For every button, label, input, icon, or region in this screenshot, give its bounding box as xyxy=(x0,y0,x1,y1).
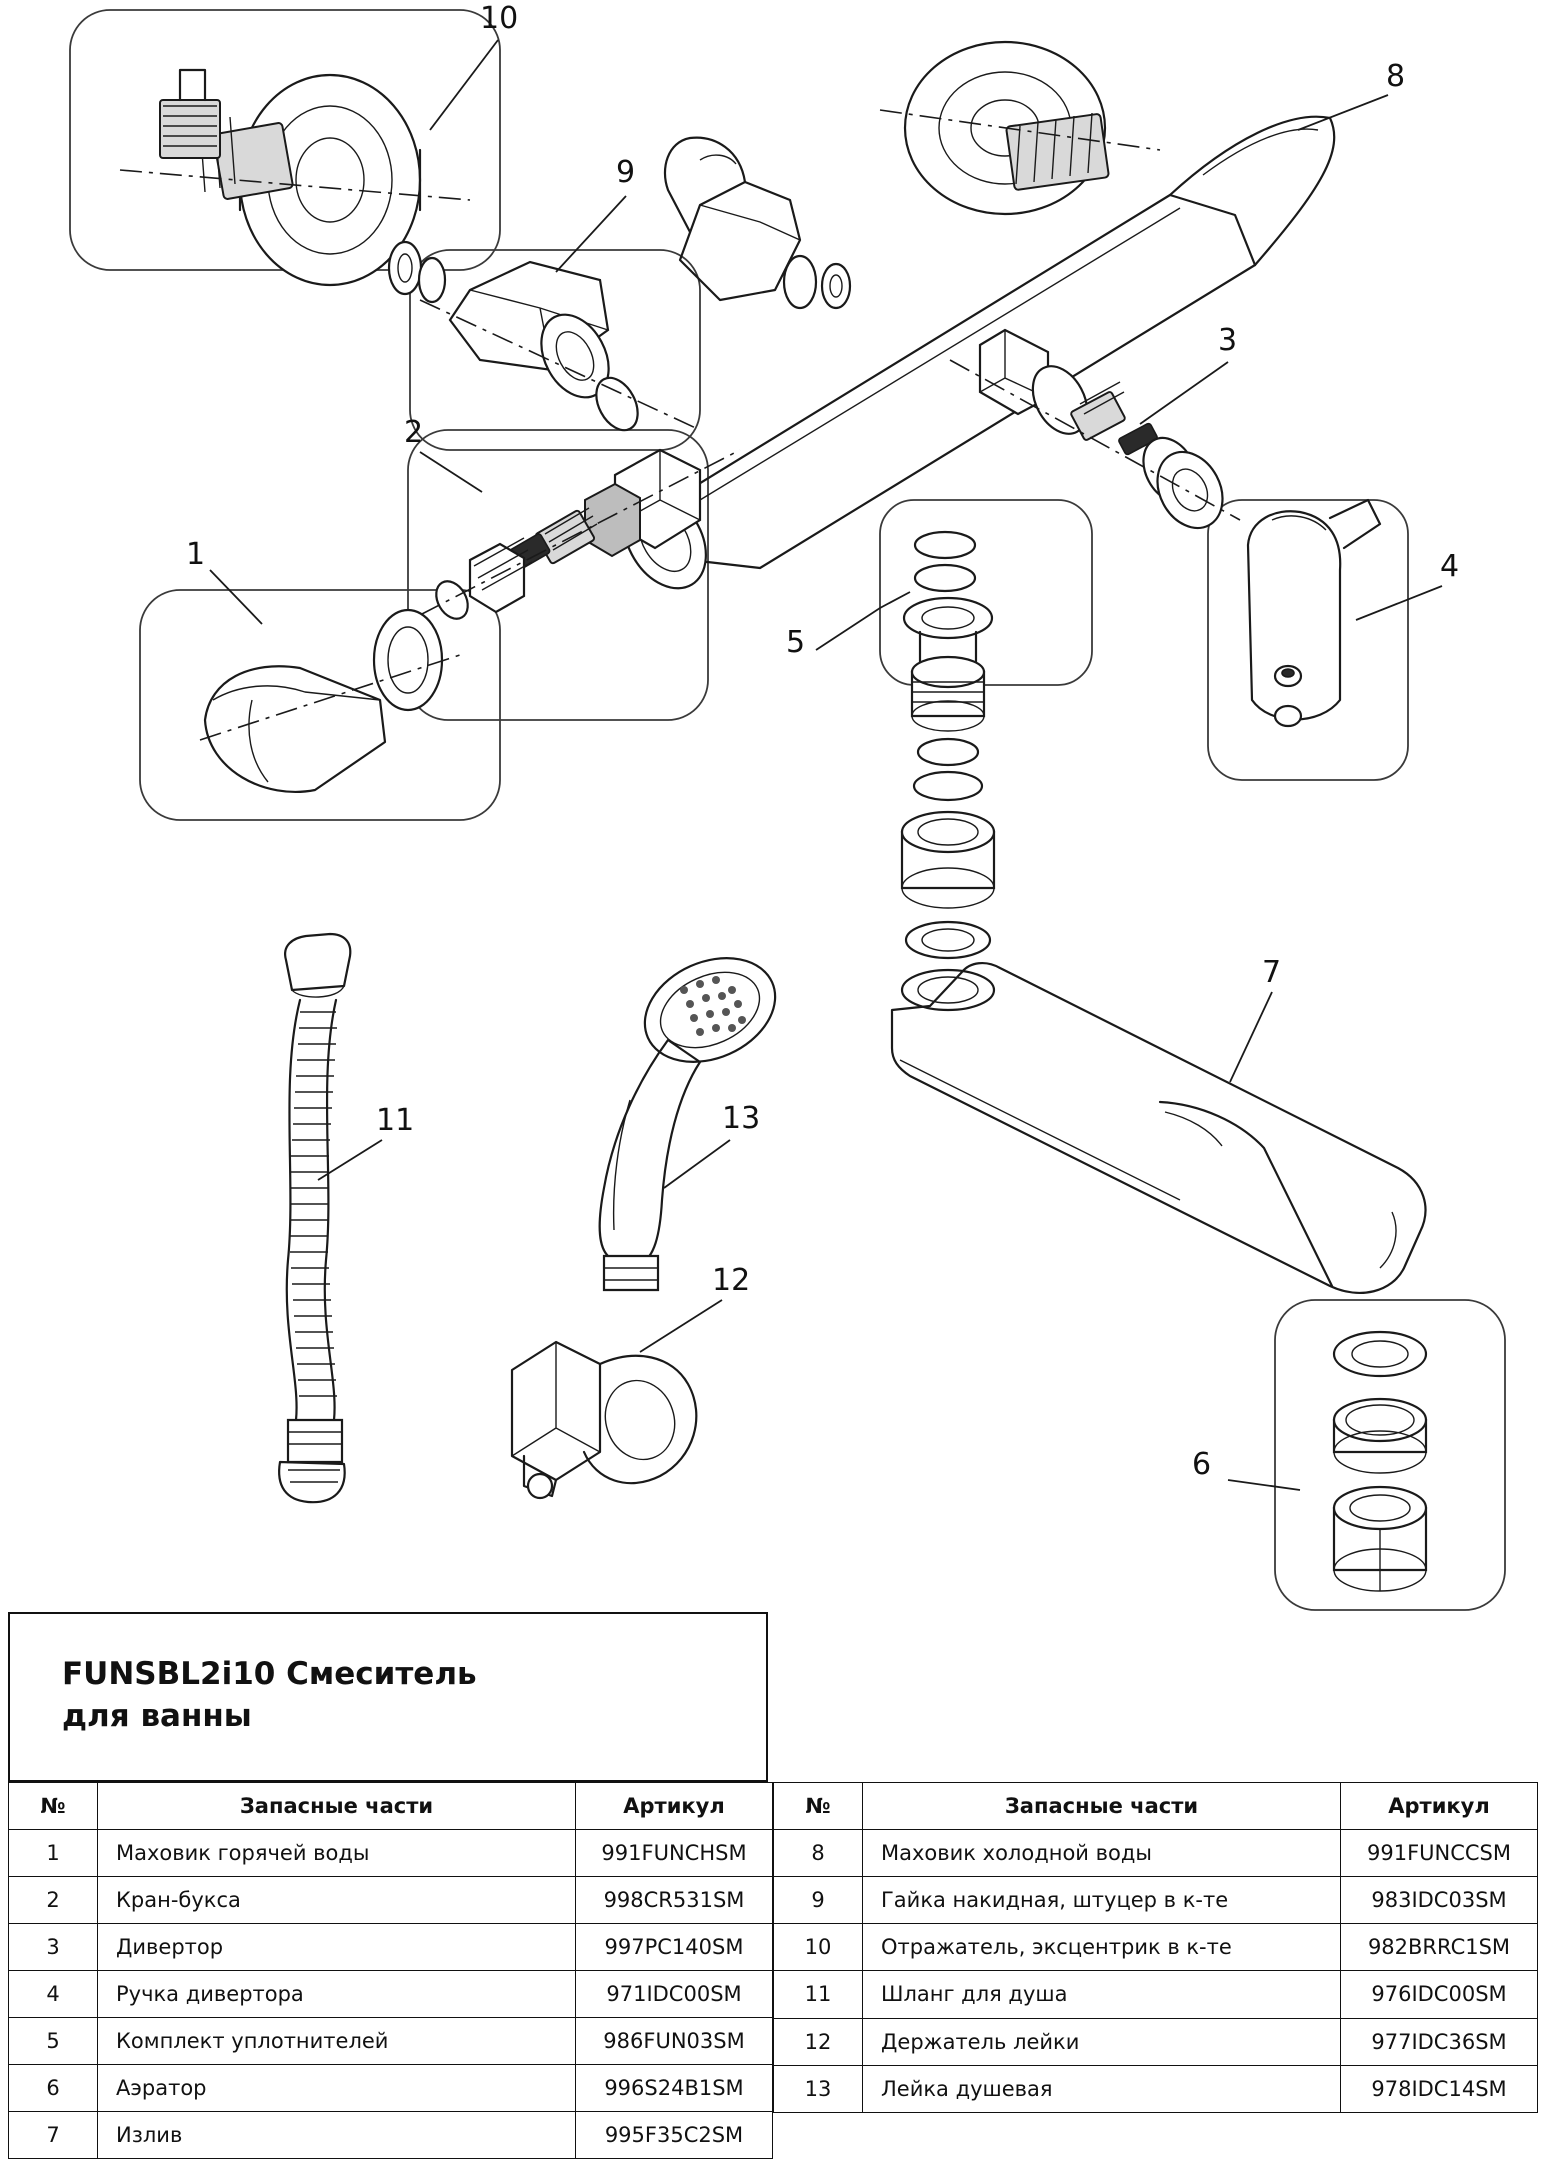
empty-cell xyxy=(1341,2112,1538,2159)
row-number: 10 xyxy=(774,1924,863,1971)
header-article: Артикул xyxy=(1341,1783,1538,1830)
row-part-name: Шланг для душа xyxy=(863,1971,1341,2018)
row-number: 4 xyxy=(9,1971,98,2018)
table-row xyxy=(9,1924,773,1971)
header-article: Артикул xyxy=(576,1783,773,1830)
table-row xyxy=(9,2112,773,2159)
callout-1: 1 xyxy=(186,537,206,572)
row-number: 13 xyxy=(774,2065,863,2112)
row-number: 12 xyxy=(774,2018,863,2065)
header-number: № xyxy=(9,1783,98,1830)
callout-9: 9 xyxy=(616,155,636,190)
parts-tables xyxy=(8,1782,1538,2159)
product-title-line2: для ванны xyxy=(62,1697,252,1734)
row-article: 995F35C2SM xyxy=(576,2112,773,2159)
table-row-empty xyxy=(774,2112,1538,2159)
row-part-name: Комплект уплотнителей xyxy=(98,2018,576,2065)
callout-8: 8 xyxy=(1386,59,1406,94)
empty-cell xyxy=(863,2112,1341,2159)
callout-5: 5 xyxy=(786,625,806,660)
table-row xyxy=(774,2065,1538,2112)
table-row xyxy=(9,1971,773,2018)
table-row xyxy=(774,1924,1538,1971)
row-part-name: Дивертор xyxy=(98,1924,576,1971)
callout-4: 4 xyxy=(1440,549,1460,584)
row-part-name: Держатель лейки xyxy=(863,2018,1341,2065)
row-number: 1 xyxy=(9,1830,98,1877)
row-article: 978IDC14SM xyxy=(1341,2065,1538,2112)
row-number: 11 xyxy=(774,1971,863,2018)
callout-3: 3 xyxy=(1218,323,1238,358)
row-article: 986FUN03SM xyxy=(576,2018,773,2065)
row-article: 983IDC03SM xyxy=(1341,1877,1538,1924)
table-row xyxy=(774,1877,1538,1924)
empty-cell xyxy=(774,2112,863,2159)
title-block xyxy=(8,1612,768,1782)
row-number: 6 xyxy=(9,2065,98,2112)
row-part-name: Отражатель, эксцентрик в к-те xyxy=(863,1924,1341,1971)
table-row xyxy=(774,2018,1538,2065)
row-article: 982BRRC1SM xyxy=(1341,1924,1538,1971)
row-part-name: Аэратор xyxy=(98,2065,576,2112)
row-article: 991FUNCHSM xyxy=(576,1830,773,1877)
table-row xyxy=(9,1877,773,1924)
product-title xyxy=(62,1654,742,1738)
table-row xyxy=(774,1830,1538,1877)
table-row xyxy=(774,1971,1538,2018)
row-article: 976IDC00SM xyxy=(1341,1971,1538,2018)
row-article: 977IDC36SM xyxy=(1341,2018,1538,2065)
table-row xyxy=(9,2018,773,2065)
header-part-name: Запасные части xyxy=(863,1783,1341,1830)
row-number: 8 xyxy=(774,1830,863,1877)
callout-13: 13 xyxy=(722,1101,761,1136)
table-row xyxy=(9,2065,773,2112)
row-part-name: Гайка накидная, штуцер в к-те xyxy=(863,1877,1341,1924)
parts-table-left xyxy=(8,1782,773,2159)
callout-7: 7 xyxy=(1262,955,1282,990)
callout-10: 10 xyxy=(480,1,519,36)
table-header-row xyxy=(9,1783,773,1830)
product-title-line1: FUNSBL2i10 Смеситель xyxy=(62,1656,477,1692)
row-part-name: Лейка душевая xyxy=(863,2065,1341,2112)
table-header-row xyxy=(774,1783,1538,1830)
row-part-name: Кран-букса xyxy=(98,1877,576,1924)
row-number: 5 xyxy=(9,2018,98,2065)
row-article: 991FUNCCSM xyxy=(1341,1830,1538,1877)
callout-2: 2 xyxy=(404,415,424,450)
callout-12: 12 xyxy=(712,1263,751,1298)
callout-6: 6 xyxy=(1192,1447,1212,1482)
header-number: № xyxy=(774,1783,863,1830)
row-number: 2 xyxy=(9,1877,98,1924)
row-part-name: Ручка дивертора xyxy=(98,1971,576,2018)
callout-11: 11 xyxy=(376,1103,415,1138)
row-number: 3 xyxy=(9,1924,98,1971)
row-article: 998CR531SM xyxy=(576,1877,773,1924)
row-article: 997PC140SM xyxy=(576,1924,773,1971)
row-part-name: Маховик горячей воды xyxy=(98,1830,576,1877)
row-article: 971IDC00SM xyxy=(576,1971,773,2018)
row-part-name: Излив xyxy=(98,2112,576,2159)
row-number: 9 xyxy=(774,1877,863,1924)
table-row xyxy=(9,1830,773,1877)
row-part-name: Маховик холодной воды xyxy=(863,1830,1341,1877)
header-part-name: Запасные части xyxy=(98,1783,576,1830)
parts-table-right xyxy=(773,1782,1538,2159)
row-number: 7 xyxy=(9,2112,98,2159)
row-article: 996S24B1SM xyxy=(576,2065,773,2112)
